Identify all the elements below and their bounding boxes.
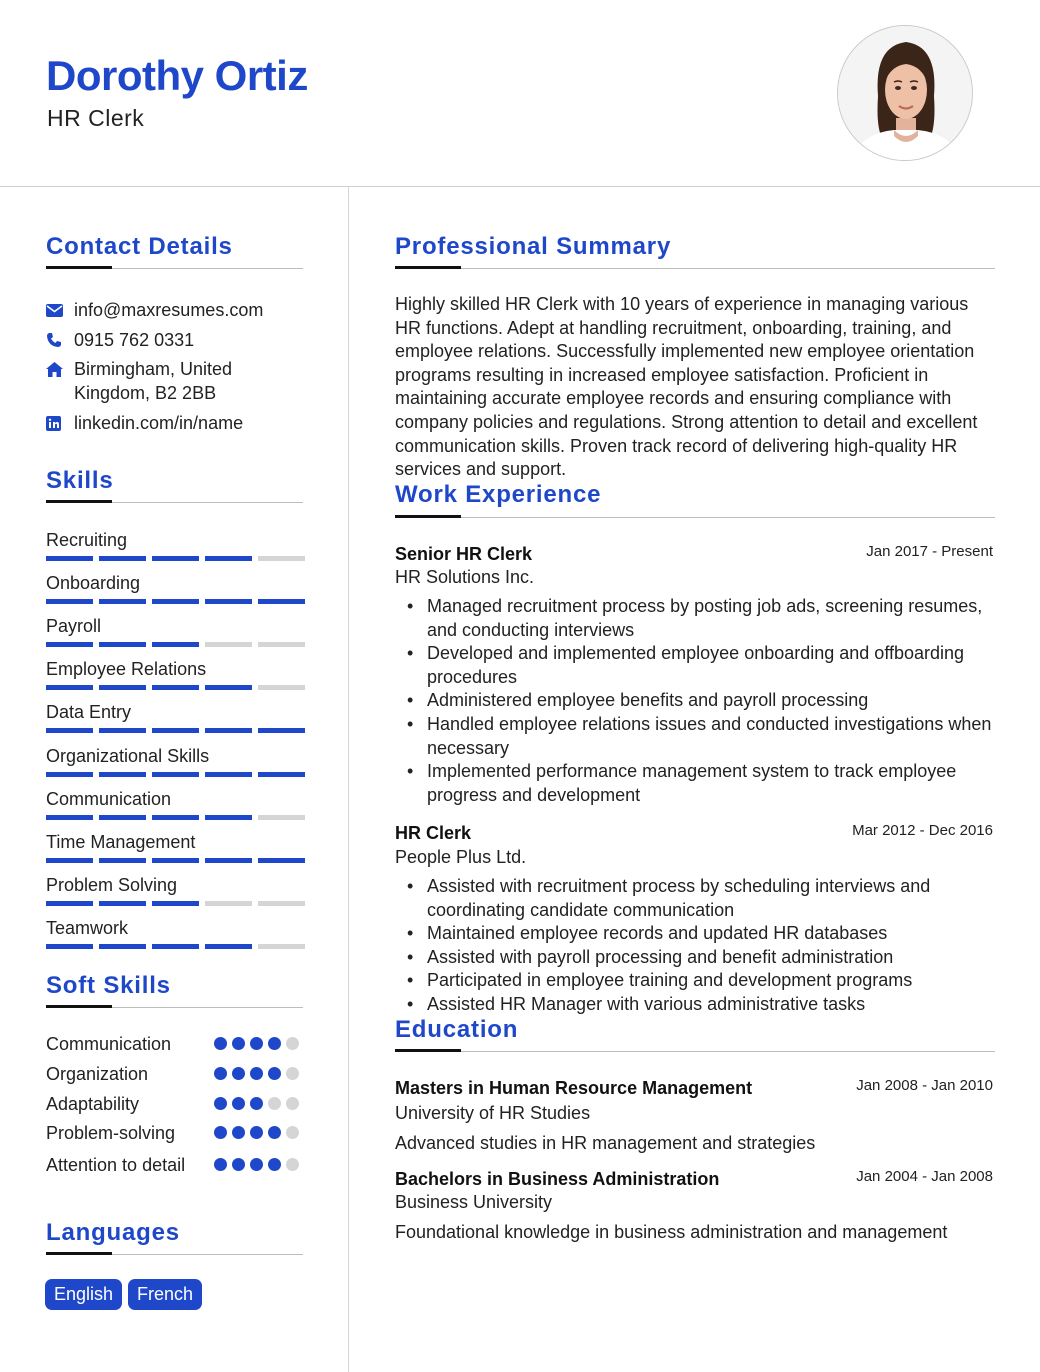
soft-skill-item [46, 1153, 302, 1177]
rating-dot [214, 1037, 227, 1050]
contact-email-text: info@maxresumes.com [74, 300, 264, 320]
rating-dot [214, 1158, 227, 1171]
contact-address [46, 357, 294, 405]
summary-section-title: Professional Summary [395, 233, 672, 260]
skill-level-segment [205, 901, 252, 906]
skill-level-segment [99, 944, 146, 949]
skill-level-bar [46, 772, 305, 777]
experience-section-accent [395, 515, 461, 518]
summary-section-rule [395, 268, 995, 269]
skill-level-bar [46, 858, 305, 863]
list-item: • Assisted with recruitment process by scheduling interviews and coordinating candidate communication [405, 875, 995, 922]
skill-level-segment [205, 944, 252, 949]
skill-level-segment [46, 901, 93, 906]
soft-skill-rating [214, 1126, 299, 1139]
skill-level-bar [46, 642, 305, 647]
rating-dot [214, 1067, 227, 1080]
resume-header [0, 0, 1040, 187]
skill-level-segment [99, 556, 146, 561]
list-item: • Participated in employee training and development programs [405, 969, 995, 993]
soft-skill-item [46, 1092, 302, 1116]
skill-item [46, 615, 302, 637]
candidate-name: Dorothy Ortiz [46, 52, 308, 99]
skill-level-segment [152, 858, 199, 863]
soft-skill-label: Attention to detail [46, 1155, 186, 1175]
skill-level-segment [46, 858, 93, 863]
contact-section-accent [46, 266, 112, 269]
soft-skill-item [46, 1032, 302, 1056]
skill-level-segment [46, 944, 93, 949]
edu-1-school: University of HR Studies [395, 1103, 591, 1123]
skills-section-title: Skills [46, 467, 114, 494]
skill-level-segment [258, 642, 305, 647]
skill-level-segment [99, 815, 146, 820]
skill-level-segment [46, 599, 93, 604]
job-2-bullets [405, 875, 995, 1017]
skill-label: Employee Relations [46, 659, 207, 680]
skill-level-segment [99, 642, 146, 647]
rating-dot [286, 1097, 299, 1110]
list-item: • Handled employee relations issues and conducted investigations when necessary [405, 713, 995, 760]
language-badge-english: English [45, 1279, 122, 1310]
languages-section-title: Languages [46, 1219, 180, 1246]
skill-level-segment [205, 685, 252, 690]
skill-level-segment [258, 901, 305, 906]
skill-level-segment [152, 685, 199, 690]
skill-level-segment [205, 728, 252, 733]
job-1-title: Senior HR Clerk [395, 544, 533, 564]
language-badge-french: French [128, 1279, 202, 1310]
job-2-title: HR Clerk [395, 823, 472, 843]
skill-level-segment [99, 772, 146, 777]
job-2-date: Mar 2012 - Dec 2016 [852, 822, 993, 839]
rating-dot [214, 1097, 227, 1110]
soft-skill-rating [214, 1067, 299, 1080]
edu-2-school: Business University [395, 1192, 553, 1212]
home-icon [46, 357, 74, 381]
candidate-title: HR Clerk [47, 105, 145, 131]
rating-dot [232, 1037, 245, 1050]
skill-level-segment [99, 858, 146, 863]
skill-level-segment [99, 728, 146, 733]
skill-label: Organizational Skills [46, 745, 210, 766]
soft-skill-label: Organization [46, 1064, 149, 1084]
skill-level-segment [258, 556, 305, 561]
skill-level-segment [152, 728, 199, 733]
rating-dot [286, 1067, 299, 1080]
skill-level-segment [46, 685, 93, 690]
edu-1-description: Advanced studies in HR management and strategies [395, 1133, 816, 1153]
skill-level-bar [46, 556, 305, 561]
skill-item [46, 874, 302, 896]
skill-item [46, 917, 302, 939]
soft-skill-rating [214, 1037, 299, 1050]
skill-level-segment [46, 772, 93, 777]
column-divider [348, 187, 349, 1372]
list-item: • Assisted with payroll processing and benefit administration [405, 946, 995, 970]
skill-label: Payroll [46, 616, 102, 637]
skill-label: Recruiting [46, 530, 128, 550]
skill-level-segment [258, 599, 305, 604]
job-2-company: People Plus Ltd. [395, 847, 527, 867]
skill-level-segment [152, 901, 199, 906]
skill-level-segment [152, 772, 199, 777]
rating-dot [268, 1037, 281, 1050]
contact-address-text: Birmingham, United Kingdom, B2 2BB [74, 359, 233, 403]
rating-dot [232, 1126, 245, 1139]
contact-linkedin[interactable] [46, 411, 294, 435]
skill-level-segment [258, 944, 305, 949]
rating-dot [268, 1097, 281, 1110]
skill-level-segment [46, 642, 93, 647]
skill-level-segment [258, 858, 305, 863]
skill-level-segment [152, 642, 199, 647]
skill-label: Data Entry [46, 702, 132, 723]
soft-skill-label: Communication [46, 1034, 172, 1054]
edu-1-date: Jan 2008 - Jan 2010 [856, 1077, 993, 1094]
rating-dot [286, 1126, 299, 1139]
skill-item [46, 831, 302, 853]
skill-level-segment [46, 815, 93, 820]
rating-dot [232, 1097, 245, 1110]
contact-email[interactable] [46, 298, 294, 322]
skill-level-segment [205, 858, 252, 863]
rating-dot [286, 1158, 299, 1171]
contact-phone[interactable] [46, 328, 294, 352]
rating-dot [286, 1037, 299, 1050]
skill-level-segment [99, 901, 146, 906]
skill-level-segment [258, 772, 305, 777]
skill-level-bar [46, 599, 305, 604]
skill-item [46, 529, 302, 551]
profile-photo-illustration [838, 26, 973, 161]
skill-label: Communication [46, 788, 172, 809]
rating-dot [250, 1037, 263, 1050]
list-item: • Administered employee benefits and payroll processing [405, 689, 995, 713]
skill-level-bar [46, 815, 305, 820]
experience-section-rule [395, 517, 995, 518]
soft-skill-rating [214, 1097, 299, 1110]
education-section-title: Education [395, 1016, 519, 1043]
profile-photo [837, 25, 973, 161]
skill-item [46, 572, 302, 594]
skill-item [46, 745, 302, 767]
skill-level-segment [46, 728, 93, 733]
rating-dot [268, 1158, 281, 1171]
rating-dot [250, 1067, 263, 1080]
soft-skills-section-title: Soft Skills [46, 972, 171, 999]
linkedin-icon [46, 411, 74, 435]
rating-dot [250, 1158, 263, 1171]
skill-level-segment [99, 599, 146, 604]
soft-skill-item [46, 1062, 302, 1086]
education-section-rule [395, 1051, 995, 1052]
list-item: • Implemented performance management system to track employee progress and development [405, 760, 995, 807]
soft-skill-item [46, 1121, 302, 1145]
skill-level-bar [46, 728, 305, 733]
rating-dot [268, 1067, 281, 1080]
soft-skill-label: Adaptability [46, 1094, 140, 1114]
skill-label: Teamwork [46, 917, 129, 938]
edu-2-date: Jan 2004 - Jan 2008 [856, 1168, 993, 1185]
summary-text: Highly skilled HR Clerk with 10 years of experience in managing various HR functions. Adept at handling recruitment, onboarding, training, and employee relations. Successfully implemented new employee orientation programs resulting in increased employee satisfaction. Proficient in maintaining accurate employee records and ensuring compliance with company policies and regulations. Strong attention to detail and excellent communication skills. Proven track record of delivering high-quality HR services and support. [395, 294, 978, 480]
skill-level-segment [46, 556, 93, 561]
edu-2-description: Foundational knowledge in business administration and management [395, 1222, 948, 1242]
rating-dot [250, 1126, 263, 1139]
skill-level-bar [46, 901, 305, 906]
skill-level-segment [152, 599, 199, 604]
experience-section-title: Work Experience [395, 481, 602, 508]
rating-dot [268, 1126, 281, 1139]
skill-level-segment [152, 556, 199, 561]
skill-level-bar [46, 685, 305, 690]
skill-level-segment [258, 815, 305, 820]
skill-level-segment [205, 772, 252, 777]
contact-section-title: Contact Details [46, 233, 233, 260]
skill-item [46, 701, 302, 723]
list-item: • Maintained employee records and updated HR databases [405, 922, 995, 946]
contact-linkedin-text: linkedin.com/in/name [74, 413, 244, 433]
soft-skill-label: Problem-solving [46, 1123, 176, 1143]
phone-icon [46, 328, 74, 352]
rating-dot [250, 1097, 263, 1110]
skill-level-segment [258, 685, 305, 690]
soft-skills-section-accent [46, 1005, 112, 1008]
skill-level-bar [46, 944, 305, 949]
soft-skill-rating [214, 1158, 299, 1171]
languages-section-accent [46, 1252, 112, 1255]
edu-2-degree: Bachelors in Business Administration [395, 1169, 720, 1189]
edu-1-degree: Masters in Human Resource Management [395, 1078, 753, 1098]
skill-item [46, 788, 302, 810]
rating-dot [232, 1067, 245, 1080]
skill-label: Problem Solving [46, 874, 178, 895]
skill-level-segment [152, 815, 199, 820]
contact-phone-text: 0915 762 0331 [74, 330, 195, 350]
list-item: • Assisted HR Manager with various administrative tasks [405, 993, 995, 1017]
job-1-bullets [405, 595, 995, 807]
education-section-accent [395, 1049, 461, 1052]
rating-dot [214, 1126, 227, 1139]
list-item: • Managed recruitment process by posting job ads, screening resumes, and conducting interviews [405, 595, 995, 642]
job-1-date: Jan 2017 - Present [866, 543, 993, 560]
rating-dot [232, 1158, 245, 1171]
skill-level-segment [258, 728, 305, 733]
skill-level-segment [99, 685, 146, 690]
skill-level-segment [205, 556, 252, 561]
skill-item [46, 658, 302, 680]
skill-level-segment [205, 642, 252, 647]
list-item: • Developed and implemented employee onboarding and offboarding procedures [405, 642, 995, 689]
job-1-company: HR Solutions Inc. [395, 567, 535, 587]
skill-label: Time Management [46, 831, 196, 852]
envelope-icon [46, 298, 74, 322]
summary-section-accent [395, 266, 461, 269]
skill-level-segment [152, 944, 199, 949]
skill-level-segment [205, 599, 252, 604]
skill-label: Onboarding [46, 573, 141, 594]
skills-section-accent [46, 500, 112, 503]
skill-level-segment [205, 815, 252, 820]
